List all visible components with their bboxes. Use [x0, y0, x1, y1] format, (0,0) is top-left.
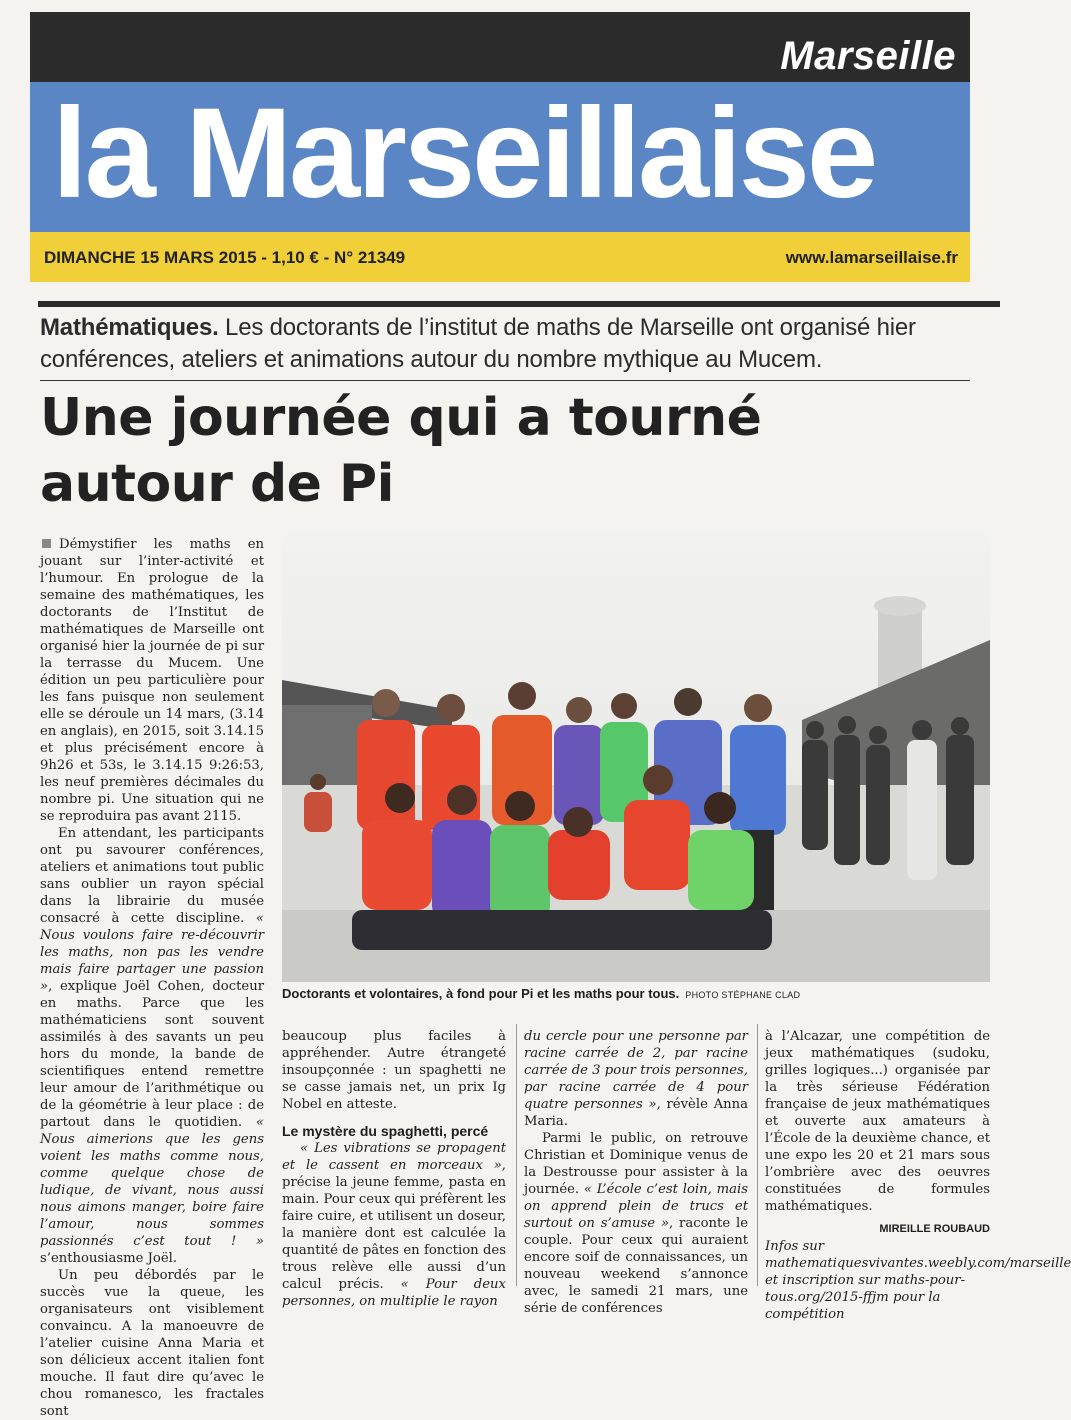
paragraph-text: , explique Joël Cohen, docteur en maths. Parce que les mathématiciens sont souvent assimilés à des savants un peu hors du monde, la bande de scientifiques entend remettre leur amour de l’arithmétique ou de la géométrie à leur place : de partout dans le quotidien. [40, 979, 264, 1130]
paragraph [524, 1028, 748, 1130]
info-note: Infos sur mathematiquesvivantes.weebly.com/marseille et inscription sur maths-pour-tous.org/2015-ffjm pour la compétition [765, 1239, 1071, 1322]
kicker-topic: Mathématiques. [40, 314, 219, 341]
paragraph [40, 536, 264, 825]
paragraph-text: , précise la jeune femme, pasta en main. Pour ceux qui préfèrent les faire cuire, et utilisent un doseur, la manière dont est calculée la quantité de pâtes en fonction des trous relève elle aussi d’un calcul précis. [282, 1158, 506, 1292]
paragraph [40, 825, 264, 1267]
article-headline: Une journée qui a tourné autour de Pi [40, 388, 762, 514]
masthead-date-band [30, 232, 970, 282]
quote: « Pour deux personnes, on multiplie le rayon [282, 1277, 506, 1309]
paragraph [282, 1028, 506, 1113]
paragraph-text: s’enthousiasme Joël. [40, 1251, 178, 1266]
column-divider [757, 1024, 758, 1286]
article-kicker [40, 312, 975, 376]
issue-date: DIMANCHE 15 MARS 2015 - 1,10 € - N° 21349 [44, 248, 406, 267]
top-rule [38, 301, 1000, 307]
newspaper-logo: la Marseillaise [52, 82, 876, 225]
caption-text: Doctorants et volontaires, à fond pour Pi et les maths pour tous. [282, 986, 680, 1001]
quote: « Nous aimerions que les gens voient les maths comme nous, comme quelque chose de ludique, de vivant, nous aussi nous aimons manger, boire faire l’amour, nous sommes passionnés c’est tout ! » [40, 1115, 264, 1249]
paragraph-text: Parmi le public, on retrouve Christian et Dominique venus de la Destrousse pour assister à la journée. [524, 1131, 748, 1197]
website-url: www.lamarseillaise.fr [785, 248, 958, 267]
paragraph [765, 1028, 990, 1215]
author-signature: MIREILLE ROUBAUD [879, 1223, 990, 1235]
quote: « Les vibrations se propagent et le cassent en morceaux » [282, 1141, 506, 1173]
masthead-title-band [30, 82, 970, 232]
square-bullet-icon [42, 539, 51, 548]
article-photo [282, 530, 990, 982]
quote: du cercle pour une personne par racine carrée de 2, par racine carrée de 3 pour trois personnes, par racine carrée de 4 pour quatre personnes » [524, 1029, 748, 1112]
subheading: Le mystère du spaghetti, percé [282, 1123, 489, 1139]
quote: « Nous voulons faire re-découvrir les maths, non pas les vendre mais faire partager une passion » [40, 911, 264, 994]
article-column-4 [765, 1028, 1071, 1323]
masthead-city: Marseille [780, 34, 956, 78]
paragraph [40, 1267, 264, 1420]
article-column-1 [40, 536, 264, 1420]
kicker-rule [40, 380, 970, 381]
paragraph-text: En attendant, les participants ont pu savourer conférences, ateliers et animations tout public sans oublier un rayon spécial dans la librairie du musée consacré à cette discipline. [40, 826, 264, 926]
photo-credit: PHOTO STÉPHANE CLAD [685, 990, 801, 1000]
photo-caption [282, 986, 800, 1001]
article-column-3 [524, 1028, 748, 1317]
kicker-text: Les doctorants de l’institut de maths de Marseille ont organisé hier conférences, ateliers et animations autour du nombre mythique au Mucem. [40, 314, 916, 373]
masthead-top-band [30, 12, 970, 92]
paragraph-text: , raconte le couple. Pour ceux qui auraient encore soif de connaissances, un nouveau weekend s’annonce avec, le samedi 21 mars, une série de conférences [524, 1216, 748, 1316]
paragraph-text: , révèle Anna Maria. [524, 1097, 748, 1129]
quote: « L’école c’est loin, mais on apprend plein de trucs et surtout on s’amuse » [524, 1182, 748, 1231]
group-photo-illustration [282, 530, 990, 982]
paragraph-text: Un peu débordés par le succès vue la queue, les organisateurs ont visiblement convaincu. A la manoeuvre de l’atelier cuisine Anna Maria et son délicieux accent italien font mouche. Il faut dire qu’avec le chou romanesco, les fractales sont [40, 1268, 264, 1419]
column-divider [516, 1024, 517, 1286]
paragraph-text: à l’Alcazar, une compétition de jeux mathématiques (sudoku, grilles logiques...) organisée par la très sérieuse Fédération française de jeux mathématiques et ouverte aux amateurs à l’École de la deuxième chance, et une expo les 20 et 21 mars sous l’ombrière avec des oeuvres constituées de formules mathématiques. [765, 1029, 990, 1214]
article-column-2 [282, 1028, 506, 1310]
paragraph [282, 1140, 506, 1310]
paragraph [524, 1130, 748, 1317]
paragraph-text: beaucoup plus faciles à appréhender. Autre étrangeté insoupçonnée : un spaghetti ne se casse jamais net, un prix Ig Nobel en atteste. [282, 1029, 506, 1112]
paragraph-text: Démystifier les maths en jouant sur l’inter-activité et l’humour. En prologue de la semaine des mathématiques, les doctorants de l’Institut de mathématiques de Marseille ont organisé hier la journée de pi sur la terrasse du Mucem. Une édition un peu particulière pour les fans puisque non seulement elle se déroule un 14 mars, (3.14 en anglais), en 2015, soit 3.14.15 et plus précisément encore à 9h26 et 53s, le 3.14.15 9:26:53, les neuf premières décimales du nombre pi. Une situation qui ne se reproduira pas avant 2115. [40, 537, 264, 824]
